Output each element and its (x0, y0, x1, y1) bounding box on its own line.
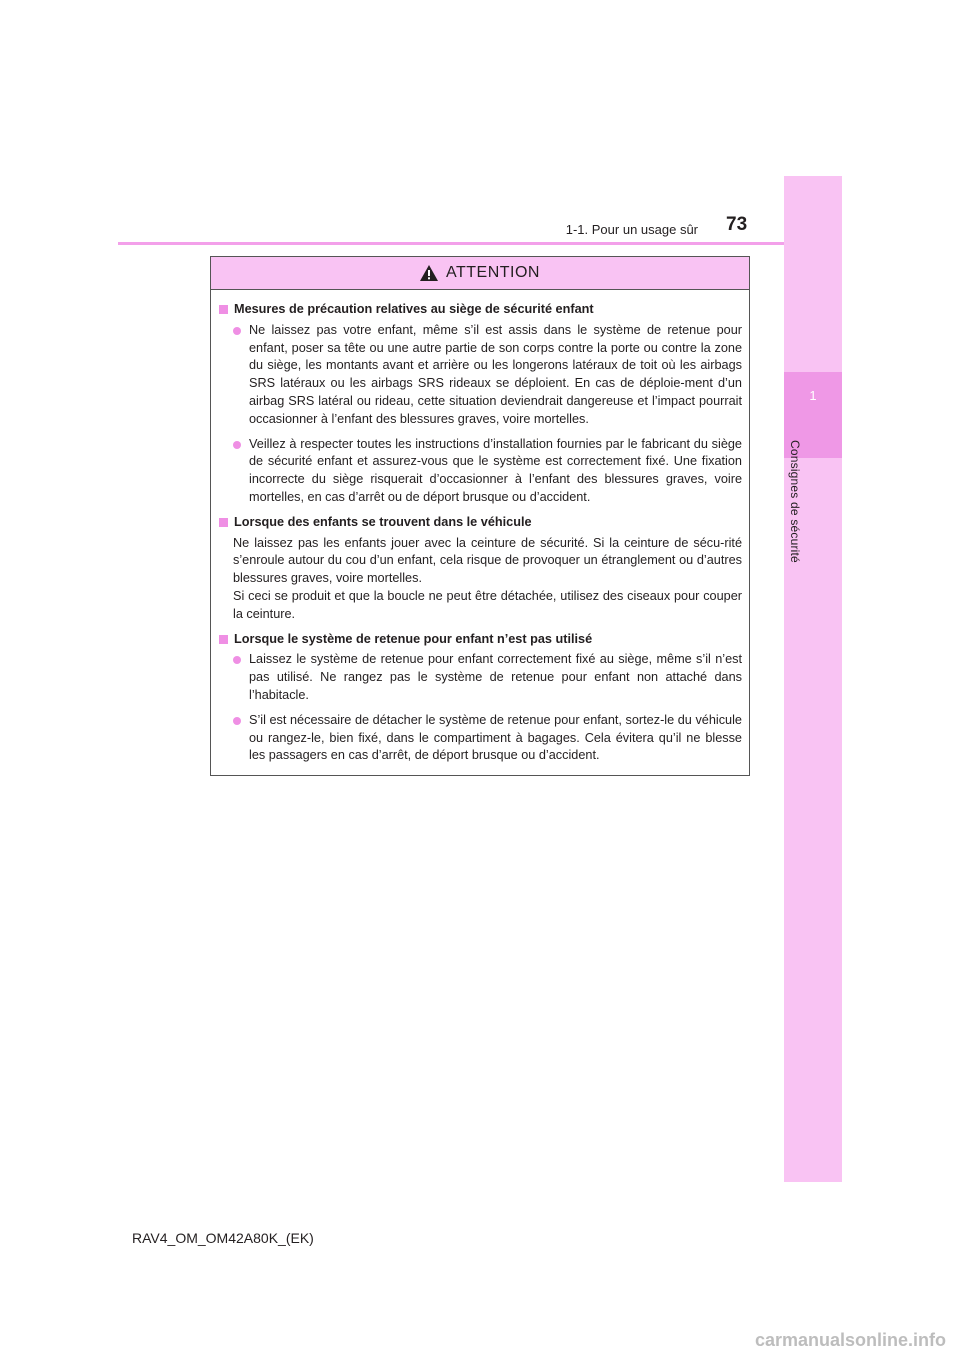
page-number: 73 (726, 214, 748, 235)
paragraph (233, 535, 742, 624)
list-item (233, 651, 742, 704)
section-title: 1-1. Pour un usage sûr (565, 222, 698, 237)
square-bullet-icon (219, 305, 228, 314)
chapter-title: Consignes de sécurité (788, 440, 802, 563)
manual-code: RAV4_OM_OM42A80K_(EK) (132, 1230, 314, 1246)
list-item-text: Ne laissez pas votre enfant, même s’il est assis dans le système de retenue pour enfant, poser sa tête ou une autre partie de son corps contre la porte ou contre la zone du siège, les montants avant et arrière ou les longerons latéraux de toit où les airbags SRS latéraux ou les airbags SRS rideaux se déploient. En cas de déploie-ment d’un airbag SRS latéral ou rideau, cette situation deviendrait dangereuse et l’impact pourrait occasionner à l’enfant des blessures graves, voire mortelles. (249, 322, 742, 426)
paragraph-text: Ne laissez pas les enfants jouer avec la ceinture de sécurité. Si la ceinture de sécu-rité s’enroule autour du cou d’un enfant, cela risque de provoquer un étranglement ou d’autres blessures graves, voire mortelles. (233, 535, 742, 586)
header-rule (118, 242, 784, 245)
section-heading-text: Lorsque des enfants se trouvent dans le véhicule (234, 514, 532, 529)
section-heading-text: Mesures de précaution relatives au siège de sécurité enfant (234, 302, 594, 316)
square-bullet-icon (219, 635, 228, 644)
chapter-side-tab (784, 176, 842, 1182)
paragraph-text: Si ceci se produit et que la boucle ne peut être détachée, utilisez des ciseaux pour couper la ceinture. (233, 588, 742, 621)
section-heading (219, 514, 742, 532)
square-bullet-icon (219, 518, 228, 527)
round-bullet-icon (233, 441, 241, 449)
section-heading (219, 301, 742, 319)
list-item (233, 712, 742, 765)
chapter-number: 1 (809, 388, 817, 403)
list-item-text: S’il est nécessaire de détacher le système de retenue pour enfant, sortez-le du véhicule ou rangez-le, bien fixé, dans le compartiment à bagages. Cela évitera qu’il ne blesse les passagers en cas d’arrêt, de déport brusque ou d’accident. (249, 712, 742, 763)
warning-box (210, 256, 750, 776)
warning-body (211, 290, 749, 765)
warning-title: ATTENTION (446, 264, 540, 281)
watermark: carmanualsonline.info (754, 1330, 946, 1350)
section-heading (219, 631, 742, 649)
section-heading-text: Lorsque le système de retenue pour enfant n’est pas utilisé (234, 631, 593, 646)
round-bullet-icon (233, 327, 241, 335)
list-item-text: Laissez le système de retenue pour enfant correctement fixé au siège, même s’il n’est pas utilisé. Ne rangez pas le système de retenue pour enfant non attaché dans l’habitacle. (249, 652, 742, 702)
round-bullet-icon (233, 656, 241, 664)
warning-triangle-icon (420, 265, 438, 281)
round-bullet-icon (233, 717, 241, 725)
warning-header (211, 257, 749, 290)
list-item (233, 436, 742, 507)
list-item-text: Veillez à respecter toutes les instructions d’installation fournies par le fabricant du siège de sécurité enfant et assurez-vous que le système est correctement fixé. Une fixation incorrecte du siège risquerait d’occasionner à l’enfant des blessures graves, voire mortelles, en cas d’arrêt ou de déport brusque ou d’accident. (249, 436, 742, 504)
list-item (233, 322, 742, 429)
